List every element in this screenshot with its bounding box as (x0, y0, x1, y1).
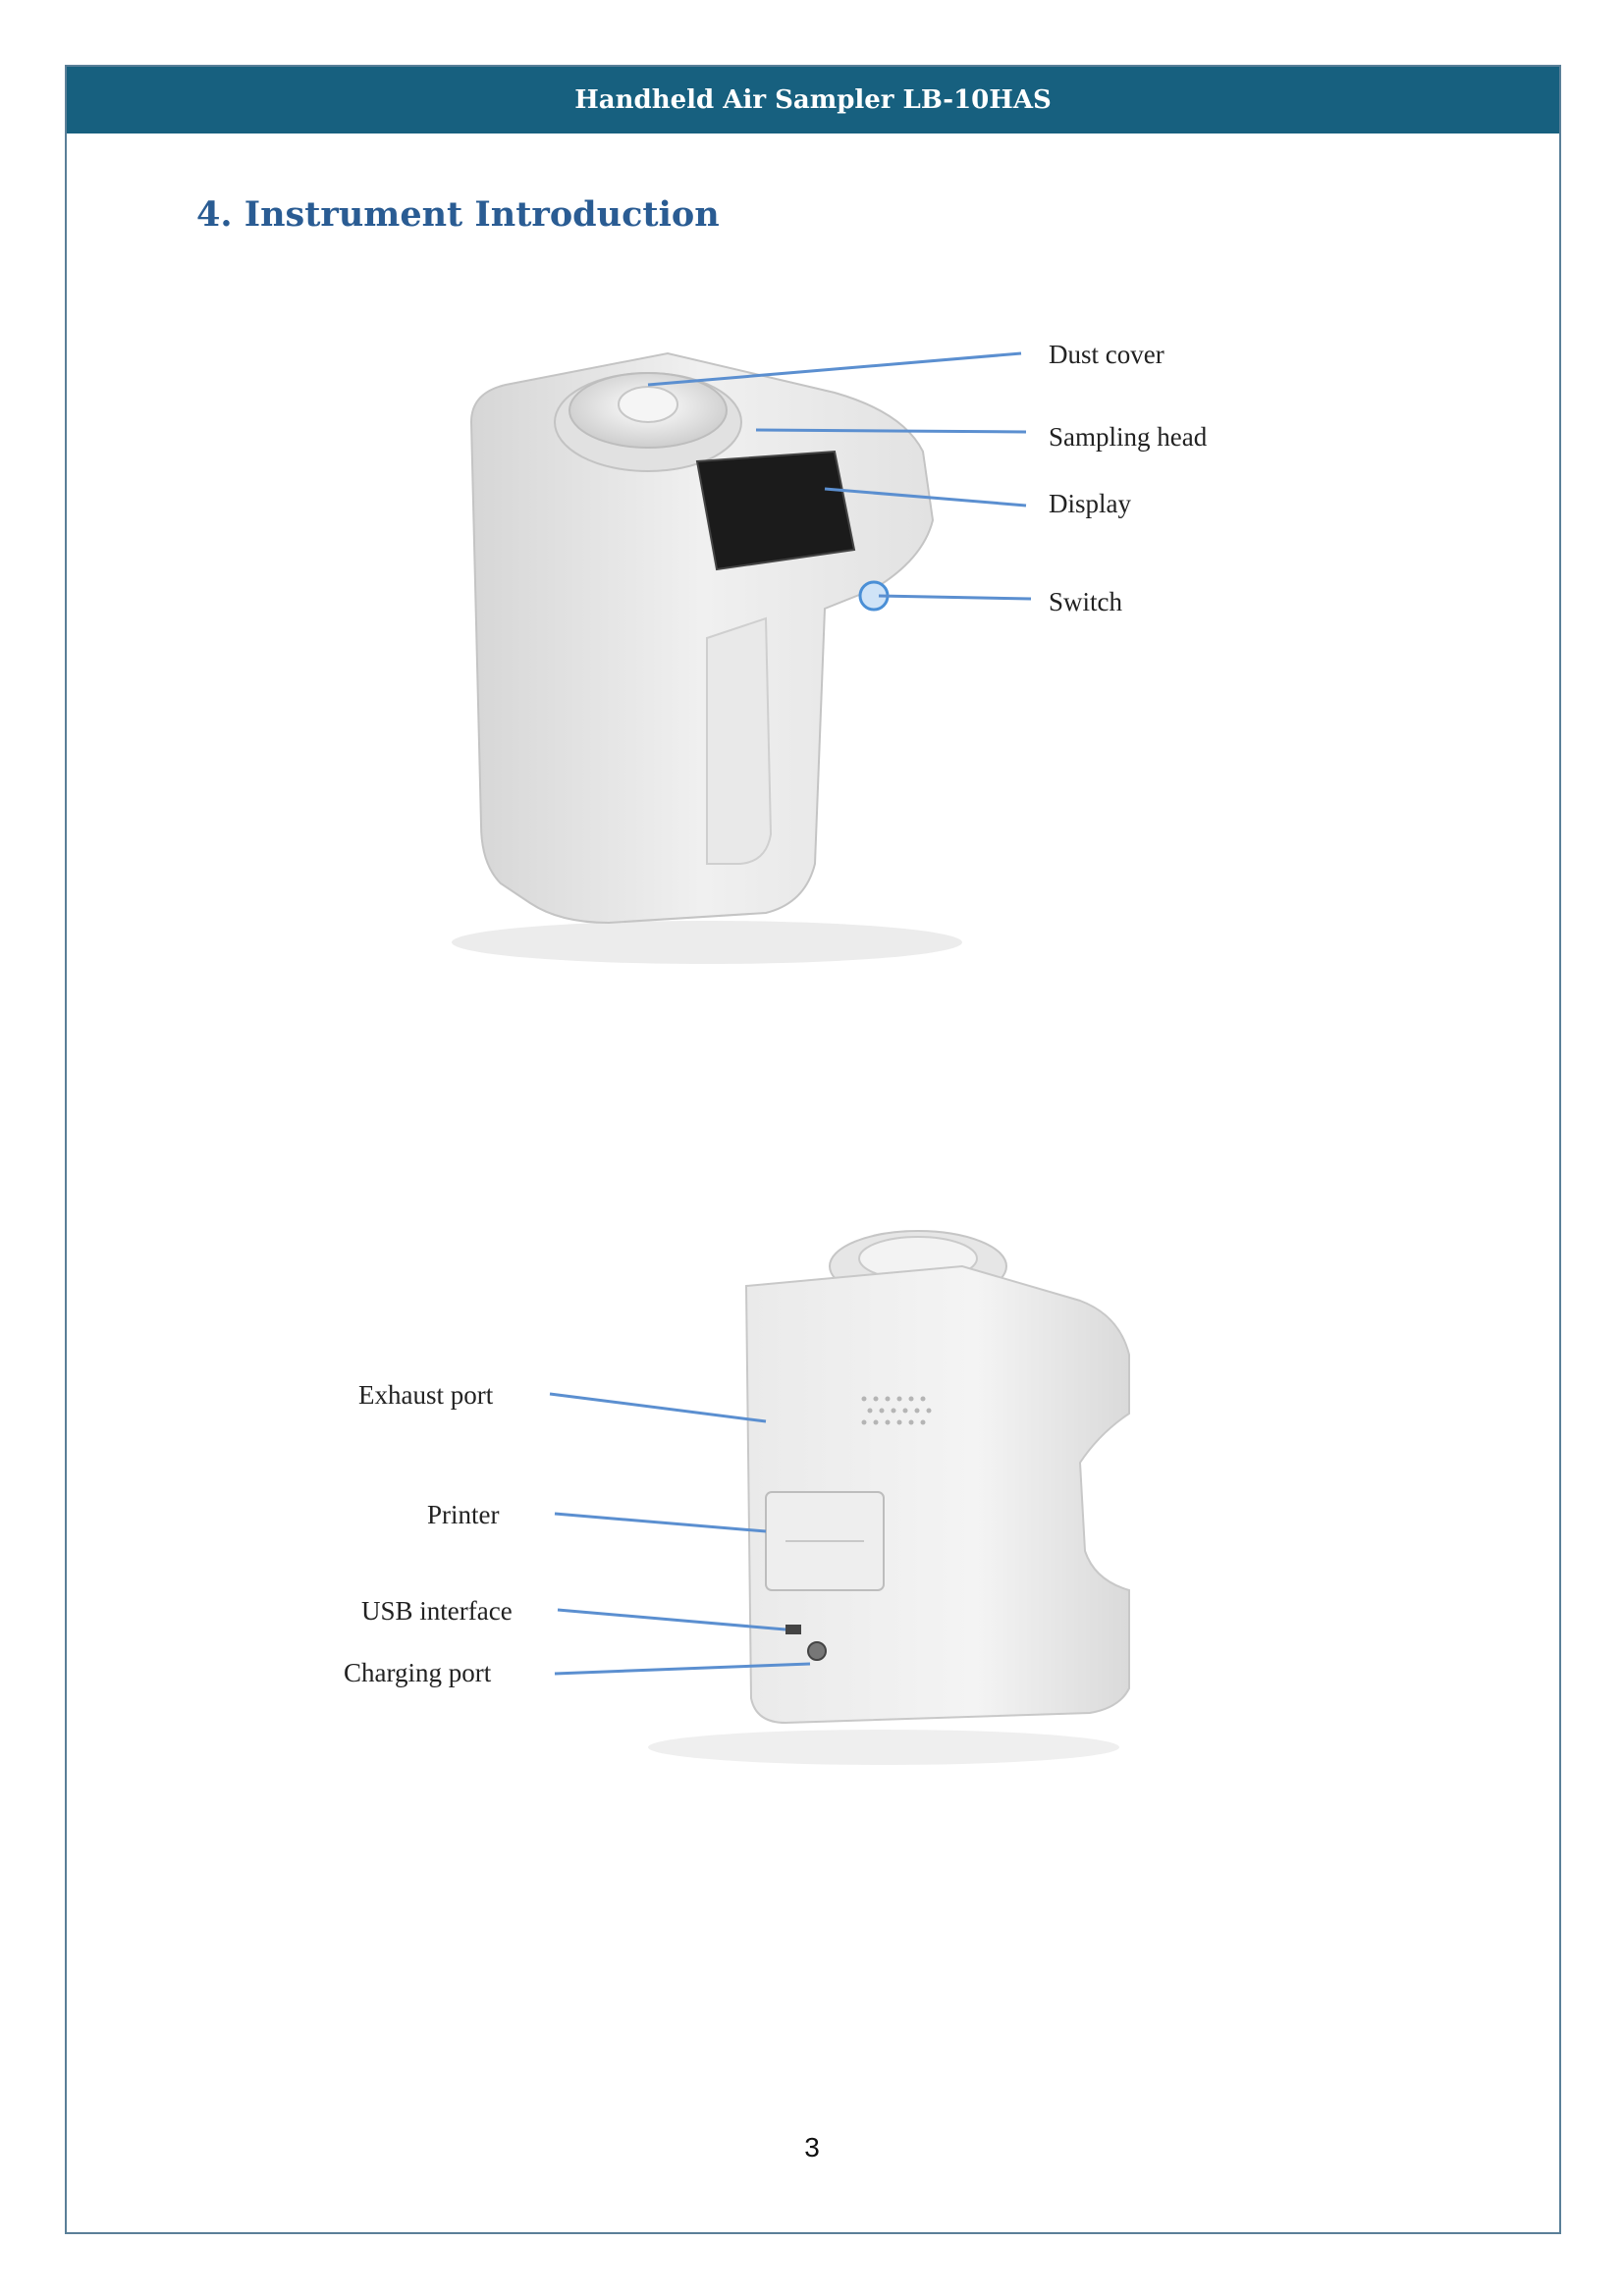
leader-printer (555, 1514, 766, 1531)
front-device-illustration (452, 353, 962, 964)
leader-exhaust-port (550, 1394, 766, 1421)
label-switch: Switch (1049, 587, 1123, 616)
figure-back-view (334, 1227, 1296, 1777)
back-device-illustration (648, 1231, 1129, 1765)
section-title: 4. Instrument Introduction (196, 194, 720, 235)
label-usb-interface: USB interface (361, 1596, 513, 1626)
leader-switch (879, 596, 1031, 599)
page-number: 3 (804, 2132, 820, 2163)
label-printer: Printer (427, 1500, 500, 1529)
label-charging-port: Charging port (344, 1658, 492, 1687)
label-display: Display (1049, 489, 1131, 518)
front-view-diagram (412, 314, 1296, 982)
back-view-diagram (334, 1227, 1296, 1777)
label-exhaust-port: Exhaust port (358, 1380, 494, 1410)
leader-sampling-head (756, 430, 1026, 432)
figure-front-view (412, 314, 1296, 982)
document-header (67, 67, 1559, 133)
header-title: Handheld Air Sampler LB-10HAS (574, 85, 1052, 115)
label-dust-cover: Dust cover (1049, 340, 1164, 369)
label-sampling-head: Sampling head (1049, 422, 1208, 452)
